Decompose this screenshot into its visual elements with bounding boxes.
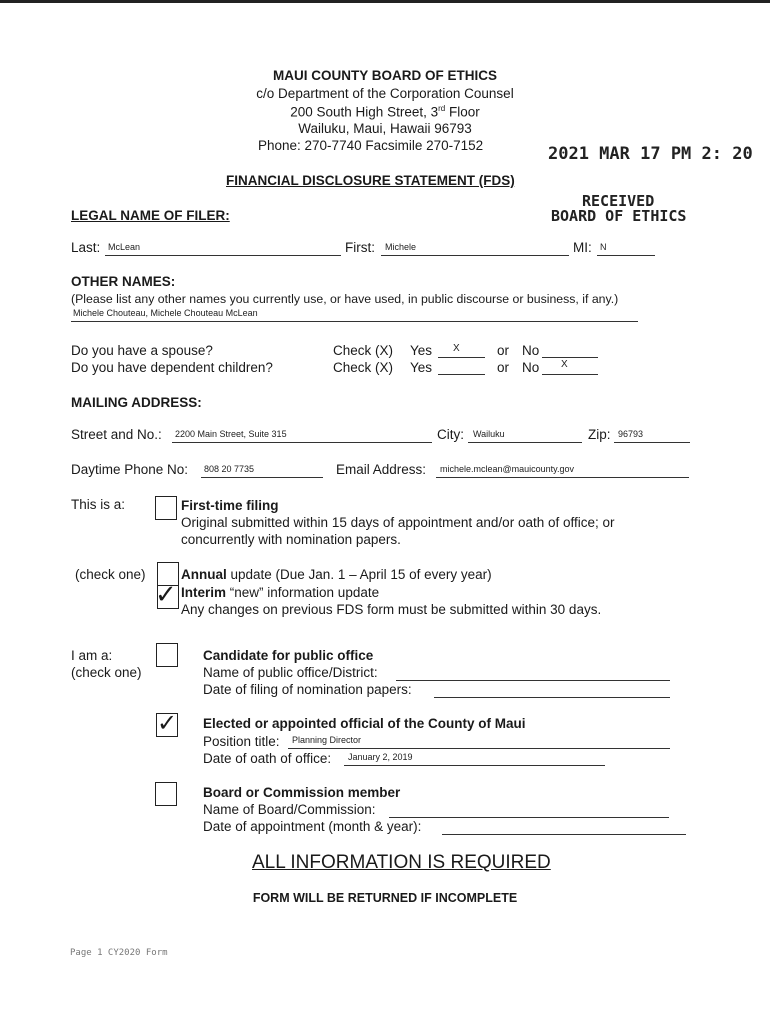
last-name-label: Last:	[71, 240, 101, 255]
phone-line	[201, 477, 323, 478]
mi-label: MI:	[573, 240, 592, 255]
other-names-instructions: (Please list any other names you currently use, or have used, in public discourse or business, if any.)	[71, 292, 619, 306]
children-or: or	[497, 360, 510, 375]
filing-check-one-label: (check one)	[75, 567, 146, 582]
city-label: City:	[437, 427, 464, 442]
interim-option	[181, 585, 379, 600]
zip-value[interactable]: 96793	[618, 429, 644, 439]
children-no-mark[interactable]: X	[561, 359, 568, 370]
oath-line	[344, 765, 605, 766]
spouse-yes-label: Yes	[410, 343, 433, 358]
mi-value[interactable]: N	[600, 242, 607, 252]
first-time-desc-2: concurrently with nomination papers.	[181, 532, 401, 547]
spouse-yes-mark[interactable]: X	[453, 343, 460, 354]
spouse-no-line	[542, 357, 598, 358]
zip-line	[614, 442, 690, 443]
legal-name-heading: LEGAL NAME OF FILER:	[71, 208, 230, 223]
org-name: MAUI COUNTY BOARD OF ETHICS	[272, 68, 497, 83]
oath-value[interactable]: January 2, 2019	[348, 752, 413, 762]
email-line	[436, 477, 689, 478]
board-name-label: Name of Board/Commission:	[203, 802, 376, 817]
annual-option	[181, 567, 492, 582]
children-no-label: No	[522, 360, 540, 375]
page-footer: Page 1 CY2020 Form	[70, 948, 168, 958]
all-info-required: ALL INFORMATION IS REQUIRED	[252, 852, 551, 873]
city-line	[468, 442, 582, 443]
street-line	[172, 442, 432, 443]
board-date-label: Date of appointment (month & year):	[203, 819, 422, 834]
zip-label: Zip:	[588, 427, 611, 442]
last-name-line	[105, 255, 341, 256]
street-label: Street and No.:	[71, 427, 162, 442]
official-title: Elected or appointed official of the County of Maui	[203, 716, 526, 731]
role-check-one-label: (check one)	[71, 665, 142, 680]
street-value[interactable]: 2200 Main Street, Suite 315	[175, 429, 287, 439]
board-date-line[interactable]	[442, 834, 686, 835]
this-is-label: This is a:	[71, 497, 126, 512]
org-city: Wailuku, Maui, Hawaii 96793	[298, 121, 472, 136]
board-checkbox[interactable]	[155, 782, 177, 806]
email-value[interactable]: michele.mclean@mauicounty.gov	[440, 464, 575, 474]
spouse-or: or	[497, 343, 510, 358]
position-label: Position title:	[203, 734, 280, 749]
children-check-label: Check (X)	[333, 360, 394, 375]
first-name-line	[381, 255, 569, 256]
first-time-title: First-time filing	[181, 498, 279, 513]
spouse-question: Do you have a spouse?	[71, 343, 213, 358]
org-street: 200 South High Street, 3rd Floor	[290, 104, 480, 120]
phone-label: Daytime Phone No:	[71, 462, 189, 477]
oath-label: Date of oath of office:	[203, 751, 332, 766]
last-name-value[interactable]: McLean	[108, 242, 141, 252]
annual-bold: Annual	[181, 567, 227, 582]
candidate-date-label: Date of filing of nomination papers:	[203, 682, 412, 697]
board-title: Board or Commission member	[203, 785, 401, 800]
spouse-yes-line	[438, 357, 485, 358]
first-name-value[interactable]: Michele	[385, 242, 417, 252]
candidate-checkbox[interactable]	[156, 643, 178, 667]
interim-desc: Any changes on previous FDS form must be submitted within 30 days.	[181, 602, 602, 617]
candidate-office-line[interactable]	[396, 680, 670, 681]
form-title: FINANCIAL DISCLOSURE STATEMENT (FDS)	[226, 173, 515, 188]
annual-rest: update (Due Jan. 1 – April 15 of every year)	[226, 567, 492, 582]
received-stamp-date: 2021 MAR 17 PM 2: 20	[548, 144, 753, 164]
candidate-office-label: Name of public office/District:	[203, 665, 378, 680]
mailing-address-heading: MAILING ADDRESS:	[71, 395, 202, 410]
org-phone: Phone: 270-7740 Facsimile 270-7152	[258, 138, 484, 153]
spouse-check-label: Check (X)	[333, 343, 394, 358]
other-names-value[interactable]: Michele Chouteau, Michele Chouteau McLean	[73, 308, 258, 318]
children-no-line	[542, 374, 598, 375]
official-checkmark-icon: ✓	[157, 709, 178, 737]
mi-line	[597, 255, 655, 256]
i-am-label: I am a:	[71, 648, 113, 663]
first-name-label: First:	[345, 240, 375, 255]
position-value[interactable]: Planning Director	[292, 735, 362, 745]
received-stamp-label: RECEIVED	[582, 192, 655, 210]
city-value[interactable]: Wailuku	[473, 429, 505, 439]
form-returned-warning: FORM WILL BE RETURNED IF INCOMPLETE	[252, 891, 518, 905]
children-yes-line	[438, 374, 485, 375]
phone-value[interactable]: 808 20 7735	[204, 464, 255, 474]
first-time-desc-1: Original submitted within 15 days of appointment and/or oath of office; or	[181, 515, 615, 530]
other-names-line	[71, 321, 638, 322]
interim-bold: Interim	[181, 585, 227, 600]
candidate-date-line[interactable]	[434, 697, 670, 698]
first-time-checkbox[interactable]	[155, 496, 177, 520]
interim-checkmark-icon: ✓	[155, 580, 177, 610]
children-yes-label: Yes	[410, 360, 433, 375]
board-name-line[interactable]	[389, 817, 669, 818]
email-label: Email Address:	[336, 462, 427, 477]
candidate-title: Candidate for public office	[203, 648, 374, 663]
org-co: c/o Department of the Corporation Counsel	[256, 86, 514, 101]
other-names-heading: OTHER NAMES:	[71, 274, 176, 289]
position-line	[288, 748, 670, 749]
interim-rest: “new” information update	[226, 585, 380, 600]
spouse-no-label: No	[522, 343, 540, 358]
received-stamp-board: BOARD OF ETHICS	[551, 207, 687, 225]
children-question: Do you have dependent children?	[71, 360, 273, 375]
scan-top-edge	[0, 0, 770, 3]
